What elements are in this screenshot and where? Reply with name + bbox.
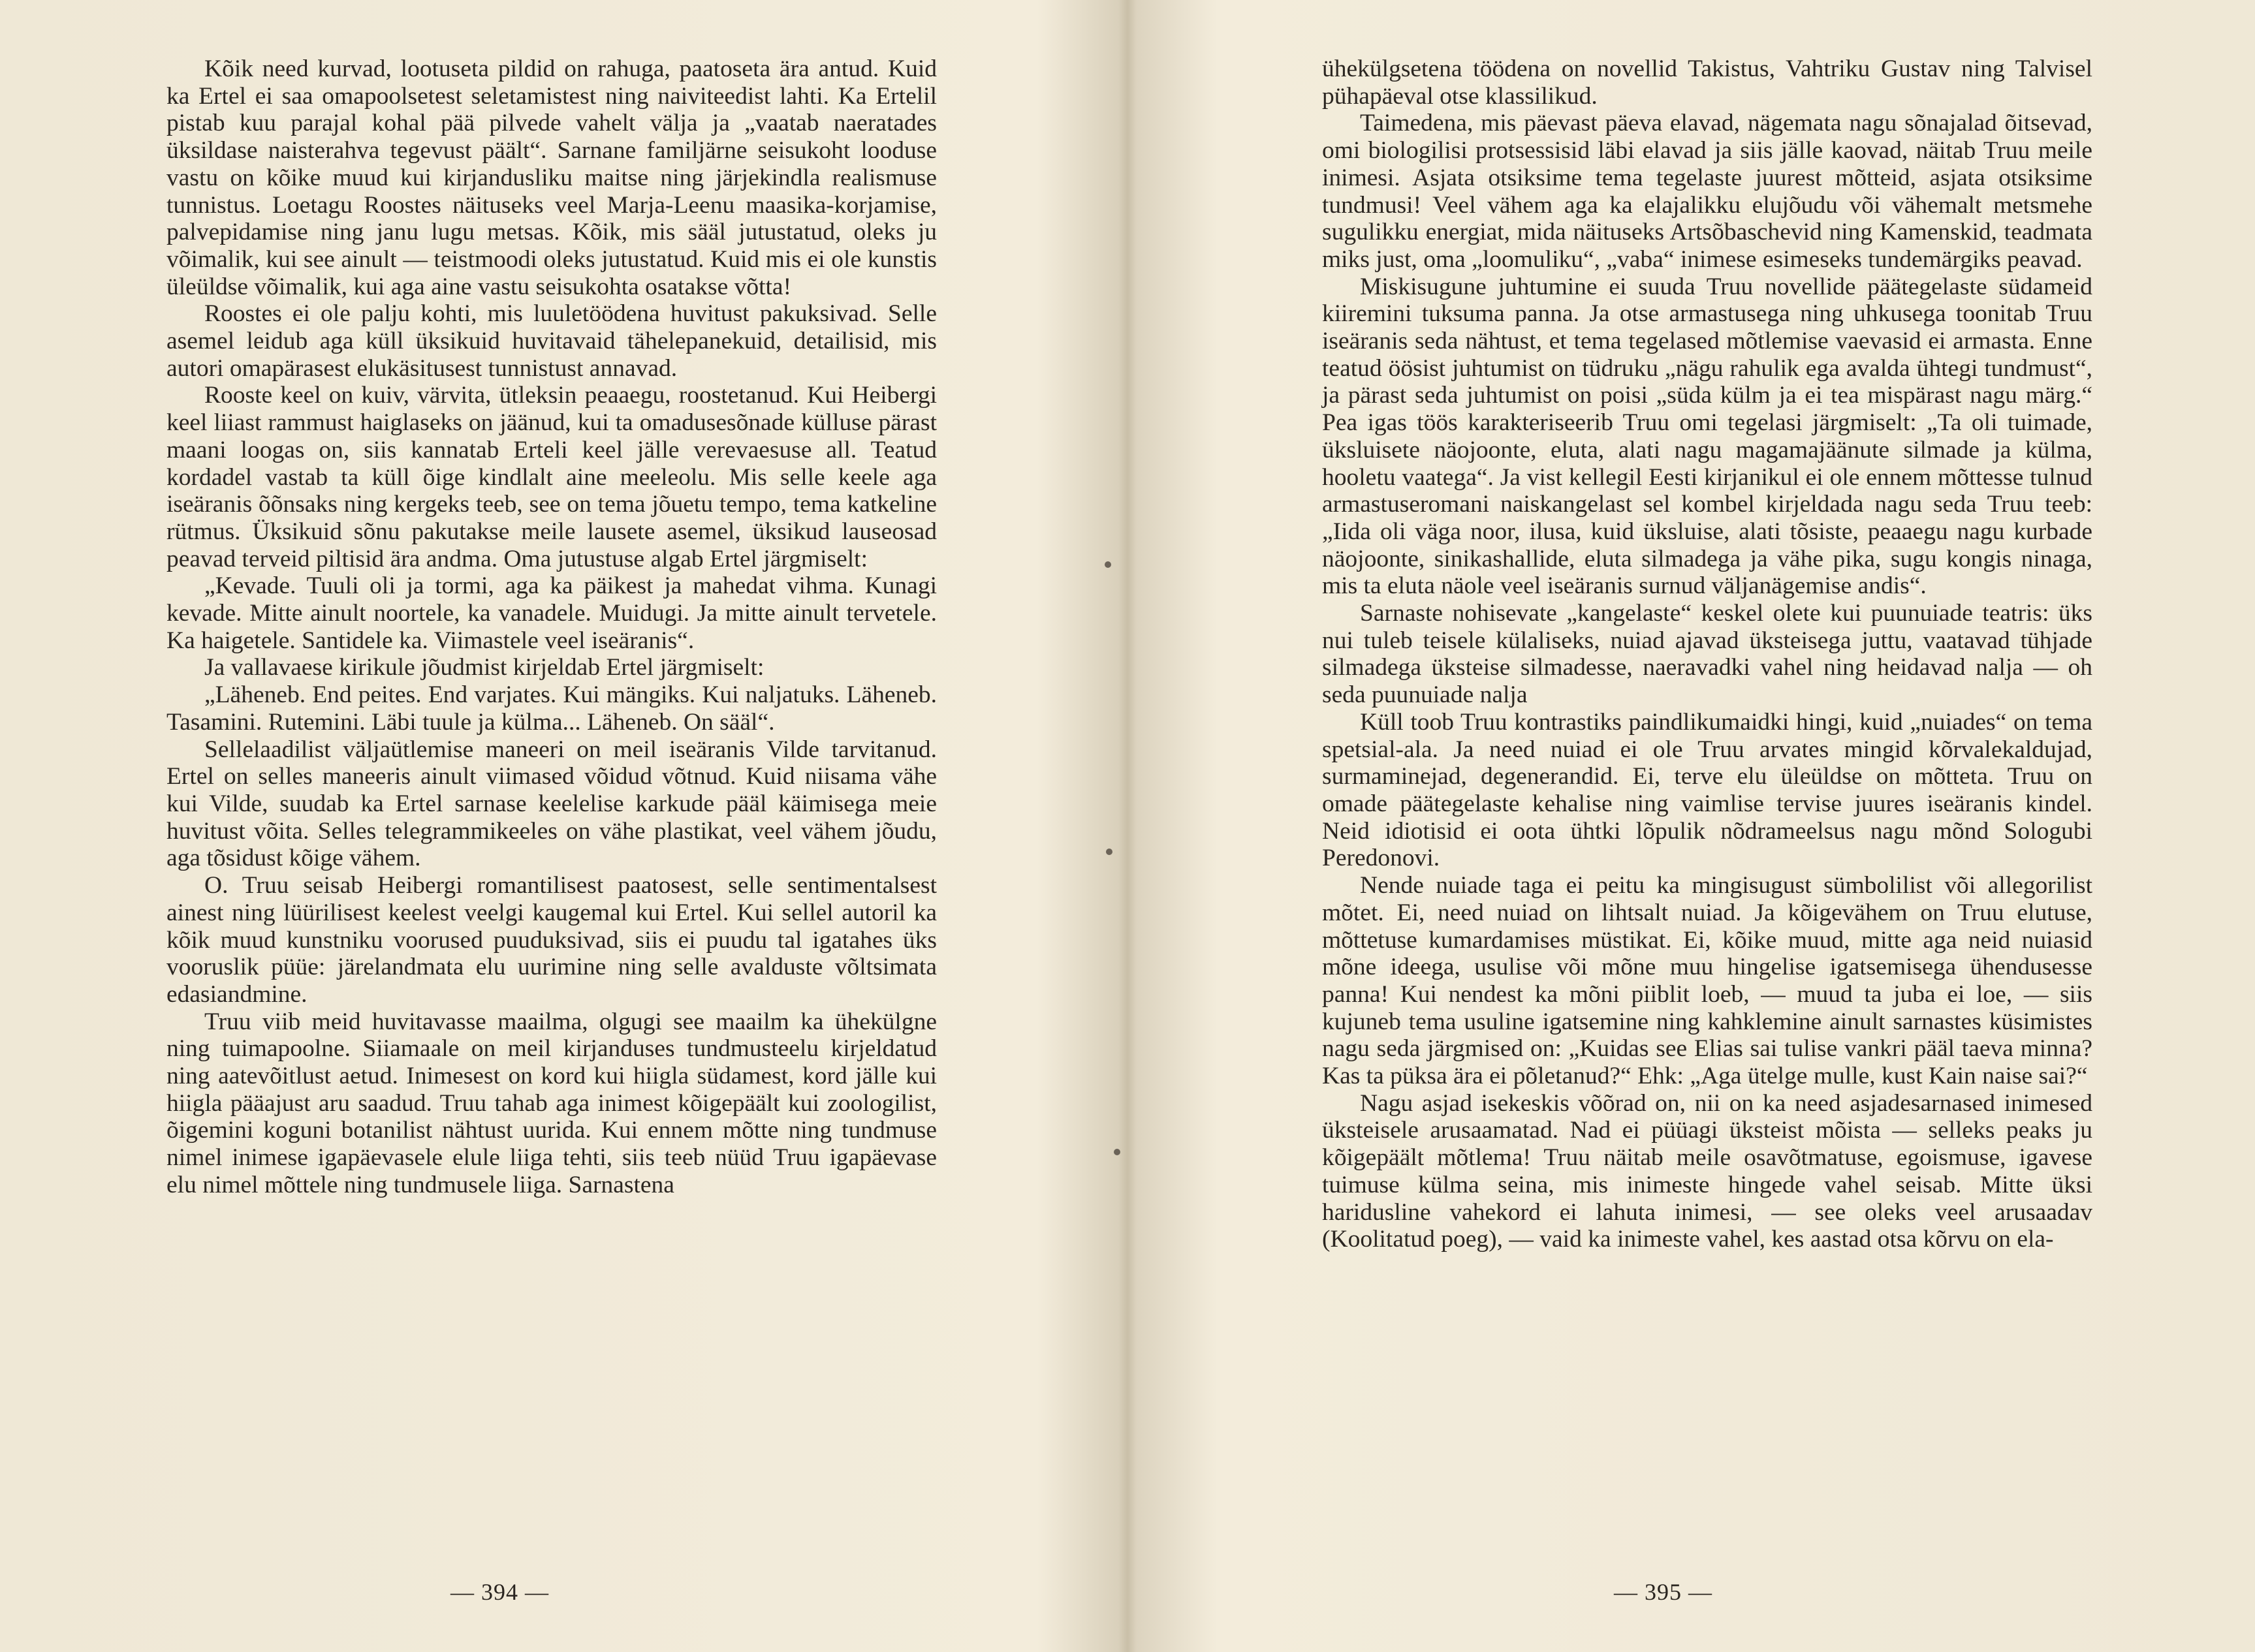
left-page xyxy=(0,0,1118,1652)
paragraph: Truu viib meid huvitavasse maailma, olgugi see maailm ka ühekülgne ning tuimapoolne. Siiamaale on meil kirjanduses tundmusteelu kirjeldatud ning aatevõitlust aetud. Inimesest on kord kui hiigla südamest, kord jälle kui hiigla pääajust aru saadud. Truu tahab aga inimest kõigepäält kui zoologilist, õigemini koguni botanilist nähtust uurida. Kui ennem mõtte ning tundmuse nimel inimese igapäevasele elule liiga tehti, siis teeb nüüd Truu igapäevase elu nimel mõttele ning tundmusele liiga. Sarnastena xyxy=(166,1008,937,1198)
paragraph: Kõik need kurvad, lootuseta pildid on rahuga, paatoseta ära antud. Kuid ka Ertel ei saa omapoolsetest seletamistest ning naiviteedist lahti. Ka Ertelil pistab kuu parajal kohal pää pilvede vahelt välja ja „vaatab naeratades üksildase naisterahva tegevust päält“. Sarnane familjärne seisukoht looduse vastu on kõike muud kui kirjandusliku maitse ning järjekindla realismuse tunnistus. Loetagu Roostes näituseks veel Marja-Leenu maasika-korjamise, palvepidamise ning janu lugu metsas. Kõik, mis sääl jutustatud, oleks ju võimalik, kui see ainult — teistmoodi oleks jutustatud. Kuid mis ei ole kunstis üleüldse võimalik, kui aga aine vastu seisukohta osatakse võtta! xyxy=(166,55,937,300)
paragraph: Sellelaadilist väljaütlemise maneeri on meil iseäranis Vilde tarvitanud. Ertel on selles maneeris ainult viimased võidud võtnud. Kuid niisama vähe kui Vilde, suudab ka Ertel sarnase keelelise karkude pääl käimisega meie huvitust võita. Selles telegrammikeeles on vähe plastikat, veel vähem jõudu, aga tõsidust kõige vähem. xyxy=(166,736,937,872)
left-page-text xyxy=(166,55,937,1199)
binding-thread-mark xyxy=(1114,1149,1120,1155)
paragraph: Ja vallavaese kirikule jõudmist kirjeldab Ertel järgmiselt: xyxy=(204,654,765,681)
binding-thread-mark xyxy=(1106,849,1112,855)
page-number: — 395 — xyxy=(1614,1579,1712,1605)
paragraph: Sarnaste nohisevate „kangelaste“ keskel olete kui puunuiade teatris: üks nui tuleb teisele külaliseks, nuiad ajavad üksteisega juttu, vaatavad tühjade silmadega üksteise silmadesse, naeravadki vahel ning heidavad nalja — oh seda puunuiade nalja xyxy=(1322,600,2092,709)
quote-paragraph: „Kevade. Tuuli oli ja tormi, aga ka päikest ja mahedat vihma. Kunagi kevade. Mitte ainult noortele, ka vanadele. Muidugi. Ja mitte ainult tervetele. Ka haigetele. Santidele ka. Viimastele veel iseäranis“. xyxy=(166,572,937,654)
paragraph: Rooste keel on kuiv, värvita, ütleksin peaaegu, roostetanud. Kui Heibergi keel liiast rammust haiglaseks on jäänud, kui ta omadusesõnade külluse pärast maani loogas on, siis kannatab Erteli keel jälle verevaesuse all. Teatud kordadel vastab ta küll õige kindlalt aine meeleolu. Mis selle keele aga iseäranis õõnsaks ning kergeks teeb, see on tema jõuetu tempo, tema katkeline rütmus. Üksikuid sõnu pakutakse meile lausete asemel, üksikud lauseosad peavad terveid piltisid ära andma. Oma jutustuse algab Ertel järgmiselt: xyxy=(166,382,937,572)
quote-paragraph: „Läheneb. End peites. End varjates. Kui mängiks. Kui naljatuks. Läheneb. Tasamini. Rutemini. Läbi tuule ja külma... Läheneb. On sääl“. xyxy=(166,681,937,736)
paragraph: Miskisugune juhtumine ei suuda Truu novellide päätegelaste südameid kiiremini tuksuma panna. Ja otse armastusega ning uhkusega toonitab Truu iseäranis seda nähtust, et tema tegelased mõtlemise vaevasid ei armasta. Enne teatud öösist juhtumist on tüdruku „nägu rahulik ega avalda ühtegi tundmust“, ja pärast seda juhtumist on poisi „süda külm ja ei tea mispärast nagu märg.“ Pea igas töös karakteriseerib Truu omi tegelasi järgmiselt: „Ta oli tuimade, üksluisete näojoonte, eluta, alati nagu magamajäänute silmade ja külma, hooletu vaatega“. Ja vist kellegil Eesti kirjanikul ei ole ennem mõttesse tulnud armastuseromani naiskangelast sel kombel kirjeldada nagu seda Truu teeb: „Iida oli väga noor, ilusa, kuid üksluise, alati tõsiste, peaaegu nagu kurbade näojoonte, sinikashallide, eluta silmadega ja vähe pika, sugu kongis ninaga, mis ta eluta näole veel iseäranis surnud väljanägemise andis“. xyxy=(1322,273,2092,600)
right-page-text xyxy=(1322,55,2092,1253)
paragraph: Taimedena, mis päevast päeva elavad, nägemata nagu sõnajalad õitsevad, omi biologilisi protsessisid läbi elavad ja siis jälle kaovad, näitab Truu meile inimesi. Asjata otsiksime tema tegelaste juurest mõtteid, asjata otsiksime tundmusi! Veel vähem aga ka elajalikku elujõudu või vähemalt metsmehe sugulikku energiat, mida näituseks Artsõbaschevid ning Kamenskid, teadmata miks just, oma „loomuliku“, „vaba“ inimese esimeseks tundemärgiks peavad. xyxy=(1322,110,2092,273)
paragraph: Nende nuiade taga ei peitu ka mingisugust sümbolilist või allegorilist mõtet. Ei, need nuiad on lihtsalt nuiad. Ja kõigevähem on Truu elutuse, mõttetuse kumardamises müstikat. Ei, kõike muud, mitte aga neid nuiasid mõne ideega, usulise või mõne muu hingelise igatsemisega ühendusesse panna! Kui nendest ka mõni piiblit loeb, — muud ta juba ei loe, — siis kujuneb tema usuline igatsemine ning kahklemine ainult sarnastes küsimistes nagu seda järgmised on: „Kuidas see Elias sai tulise vankri pääl taeva minna? Kas ta püksa ära ei põletanud?“ Ehk: „Aga ütelge mulle, kust Kain naise sai?“ xyxy=(1322,872,2092,1090)
paragraph: Küll toob Truu kontrastiks paindlikumaidki hingi, kuid „nuiades“ on tema spetsial-ala. Ja need nuiad ei ole Truu arvates mingid kõrvalekaldujad, surmaminejad, degenerandid. Ei, terve elu üleüldse on mõtteta. Truu on omade päätegelaste kehalise ning vaimlise tervise juures iseäranis kindel. Neid idiotisid ei oota ühtki lõpulik nõdrameelsus nagu mõnd Sologubi Peredonovi. xyxy=(1322,708,2092,872)
paragraph: ühekülgsetena töödena on novellid Takistus, Vahtriku Gustav ning Talvisel pühapäeval otse klassilikud. xyxy=(1322,55,2092,110)
right-page xyxy=(1118,0,2255,1652)
binding-thread-mark xyxy=(1105,561,1111,568)
paragraph: Roostes ei ole palju kohti, mis luuletöödena huvitust pakuksivad. Selle asemel leidub aga küll üksikuid huvitavaid tähelepanekuid, detailisid, mis autori omapärasest elukäsitusest tunnistust annavad. xyxy=(166,300,937,382)
paragraph: O. Truu seisab Heibergi romantilisest paatosest, selle sentimentalsest ainest ning lüürilisest keelest veelgi kaugemal kui Ertel. Kui sellel autoril ka kõik muud kunstniku voorused puuduksivad, siis ei puudu tal igatahes üks vooruslik püüe: järelandmata elu uurimine ning selle avalduste võltsimata edasiandmine. xyxy=(166,872,937,1008)
page-number: — 394 — xyxy=(450,1579,549,1605)
paragraph: Nagu asjad isekeskis võõrad on, nii on ka need asjadesarnased inimesed üksteisele arusaamatad. Nad ei püüagi üksteist mõista — selleks peaks ju kõigepäält mõtlema! Truu näitab meile osavõtmatuse, egoismuse, igavese tuimuse külma seina, mis inimeste hingede vahel seisab. Mitte üksi haridusline vahekord ei lahuta inimesi, — see oleks veel arusaadav (Koolitatud poeg), — vaid ka inimeste vahel, kes aastad otsa kõrvu on ela- xyxy=(1322,1089,2092,1253)
